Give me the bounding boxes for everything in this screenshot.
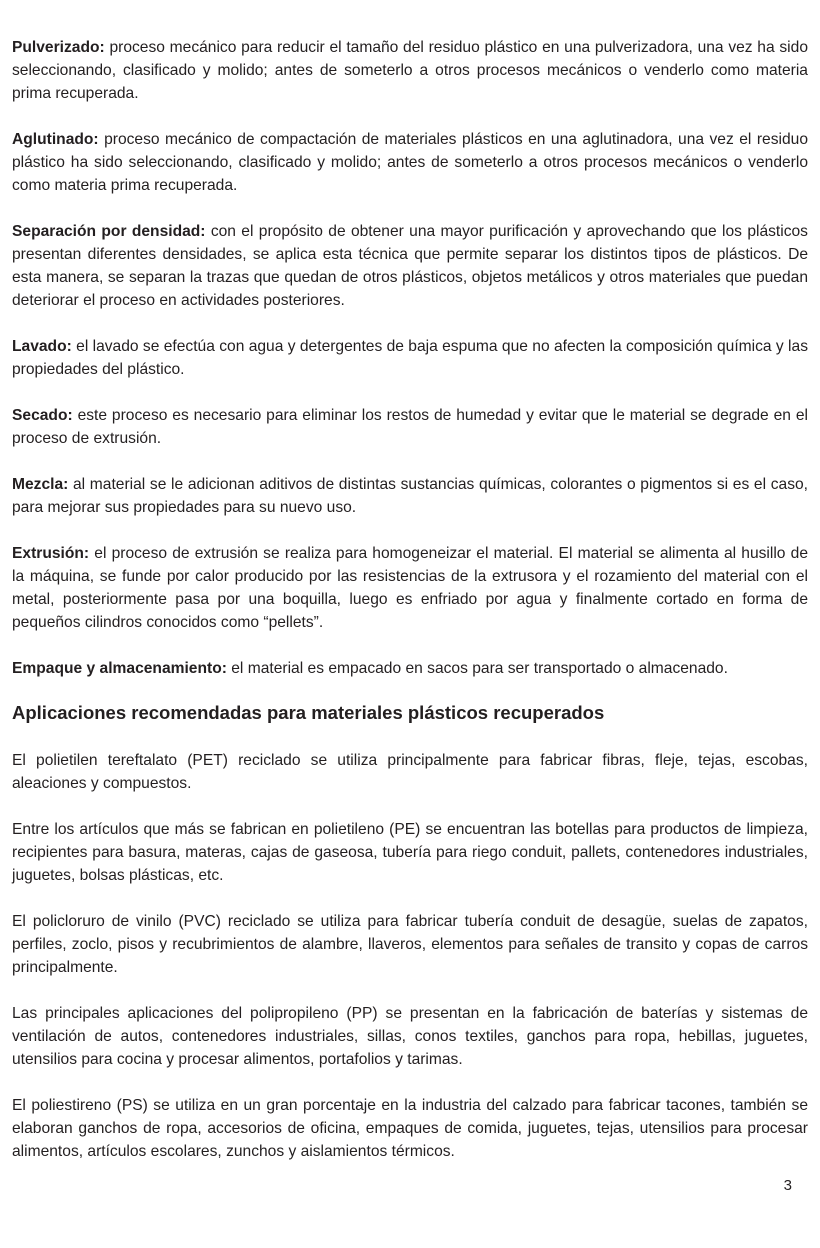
application-pet: El polietilen tereftalato (PET) reciclado se utiliza principalmente para fabricar fibras, fleje, tejas, escobas, aleaciones y compuestos. xyxy=(12,752,808,792)
section-heading: Aplicaciones recomendadas para materiales plásticos recuperados xyxy=(12,702,605,723)
page-number: 3 xyxy=(783,1177,792,1194)
definition-extrusion xyxy=(12,542,808,634)
definition-secado xyxy=(12,404,808,450)
definition-text: al material se le adicionan aditivos de distintas sustancias químicas, colorantes o pigmentos si es el caso, para mejorar sus propiedades para su nuevo uso. xyxy=(12,476,808,516)
definition-text: el proceso de extrusión se realiza para homogeneizar el material. El material se alimenta al husillo de la máquina, se funde por calor producido por las resistencias de la extrusora y el rozamiento del material con el metal, posteriormente pasa por una boquilla, luego es enfriado por agua y finalmente cortado en forma de pequeños cilindros conocidos como “pellets”. xyxy=(12,545,808,631)
definition-pulverizado xyxy=(12,36,808,105)
definition-text: proceso mecánico de compactación de materiales plásticos en una aglutinadora, una vez el residuo plástico ha sido seleccionando, clasificado y molido; antes de someterlo a otros procesos mecánicos o venderlo como materia prima recuperada. xyxy=(12,131,808,194)
definition-text: el material es empacado en sacos para ser transportado o almacenado. xyxy=(226,660,728,677)
definition-text: con el propósito de obtener una mayor purificación y aprovechando que los plásticos presentan diferentes densidades, se aplica esta técnica que permite separar los distintos tipos de plásticos. De esta manera, se separan la trazas que quedan de otros plásticos, objetos metálicos y otros materiales que puedan deteriorar el proceso en actividades posteriores. xyxy=(12,223,808,309)
definition-empaque xyxy=(12,657,808,680)
definition-separacion xyxy=(12,220,808,312)
definition-term: Aglutinado: xyxy=(12,131,99,148)
definition-aglutinado xyxy=(12,128,808,197)
definition-term: Empaque y almacenamiento: xyxy=(12,660,227,677)
definition-text: proceso mecánico para reducir el tamaño del residuo plástico en una pulverizadora, una vez ha sido seleccionando, clasificado y molido; antes de someterlo a otros procesos mecánicos o venderlo como materia prima recuperada. xyxy=(12,39,808,102)
definition-term: Lavado: xyxy=(12,338,72,355)
application-pe: Entre los artículos que más se fabrican en polietileno (PE) se encuentran las botellas para productos de limpieza, recipientes para basura, materas, cajas de gaseosa, tubería para riego conduit, pallets, contenedores industriales, juguetes, bolsas plásticas, etc. xyxy=(12,821,808,884)
definition-term: Extrusión: xyxy=(12,545,90,562)
application-pvc: El policloruro de vinilo (PVC) reciclado se utiliza para fabricar tubería conduit de desagüe, suelas de zapatos, perfiles, zoclo, pisos y recubrimientos de alambre, llaveros, elementos para señales de transito y copas de carros principalmente. xyxy=(12,913,808,976)
application-ps: El poliestireno (PS) se utiliza en un gran porcentaje en la industria del calzado para fabricar tacones, también se elaboran ganchos de ropa, accesorios de oficina, empaques de comida, juguetes, tejas, utensilios para procesar alimentos, artículos escolares, zunchos y aislamientos térmicos. xyxy=(12,1097,808,1160)
definition-term: Secado: xyxy=(12,407,73,424)
application-pp: Las principales aplicaciones del polipropileno (PP) se presentan en la fabricación de baterías y sistemas de ventilación de autos, contenedores industriales, sillas, conos textiles, ganchos para ropa, hebillas, juguetes, utensilios para cocina y procesar alimentos, portafolios y tarimas. xyxy=(12,1005,808,1068)
definition-lavado xyxy=(12,335,808,381)
definition-mezcla xyxy=(12,473,808,519)
definition-term: Separación por densidad: xyxy=(12,223,206,240)
definition-term: Mezcla: xyxy=(12,476,69,493)
definition-term: Pulverizado: xyxy=(12,39,105,56)
definition-text: el lavado se efectúa con agua y detergentes de baja espuma que no afecten la composición química y las propiedades del plástico. xyxy=(12,338,808,378)
definition-text: este proceso es necesario para eliminar los restos de humedad y evitar que le material se degrade en el proceso de extrusión. xyxy=(12,407,808,447)
